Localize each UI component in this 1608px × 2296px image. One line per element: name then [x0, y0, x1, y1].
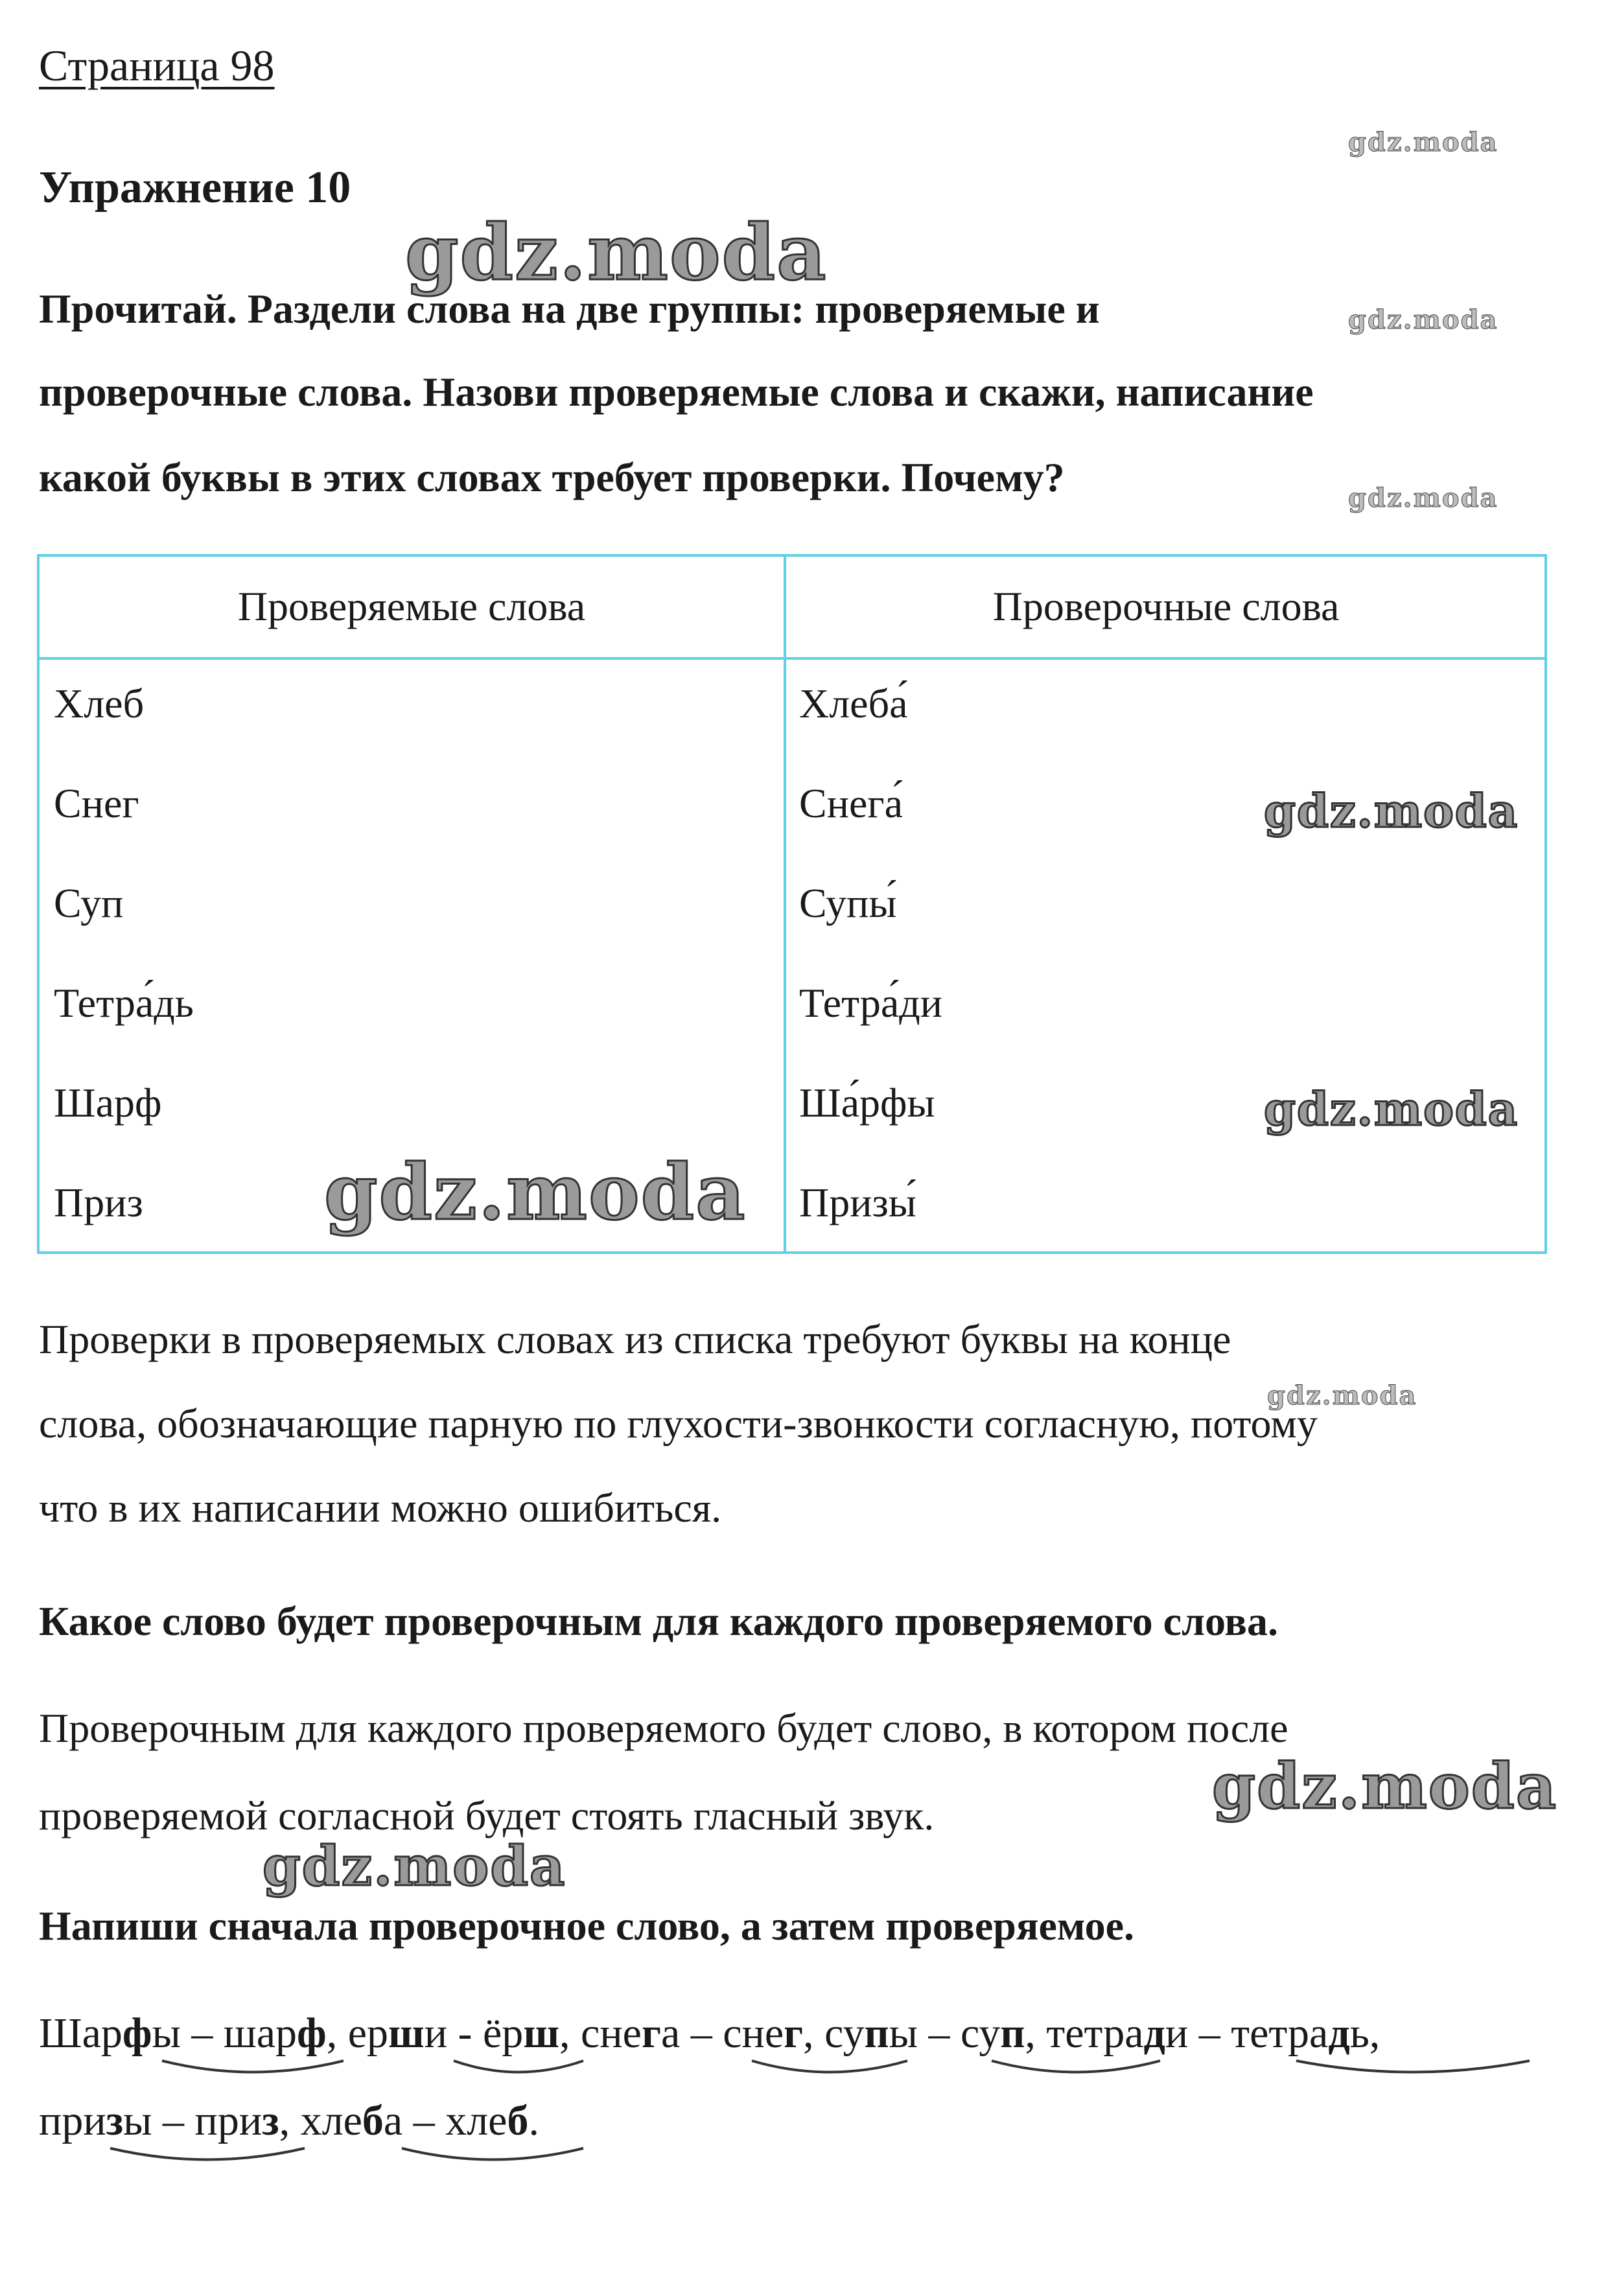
- answer-text: ь,: [1349, 2010, 1381, 2057]
- table-cell: Супы́: [799, 880, 897, 926]
- answer-text: ы – су: [889, 2010, 1001, 2057]
- table-cell: Суп: [54, 880, 124, 926]
- table-cell: Призы́: [799, 1179, 916, 1225]
- answer-text: , су: [803, 2010, 865, 2057]
- table-cell: Снега́: [799, 780, 903, 826]
- answer-text: ы – шар: [152, 2010, 297, 2057]
- underline-arc: [752, 2061, 907, 2072]
- watermark: gdz.moda: [1348, 483, 1498, 513]
- table-cell: Приз: [54, 1179, 143, 1225]
- answer-1-line-2: слова, обозначающие парную по глухости-звонкости согласную, потому: [39, 1400, 1318, 1446]
- answer-2-line-2: проверяемой согласной будет стоять гласный звук.: [39, 1792, 935, 1838]
- table-header-checking: Проверочные слова: [992, 583, 1340, 629]
- answer-text: , сне: [559, 2010, 642, 2057]
- highlighted-letter: ф: [297, 2010, 327, 2057]
- answer-1-line-1: Проверки в проверяемых словах из списка требуют буквы на конце: [39, 1316, 1231, 1362]
- task-line-1: Прочитай. Раздели слова на две группы: проверяемые и: [39, 286, 1100, 332]
- table-cell: Ша́рфы: [799, 1080, 935, 1126]
- highlighted-letter: д: [1328, 2010, 1350, 2057]
- question-2: Какое слово будет проверочным для каждого проверяемого слова.: [39, 1598, 1278, 1644]
- table-cell: Шарф: [54, 1080, 162, 1126]
- exercise-title: Упражнение 10: [39, 163, 351, 213]
- watermark: gdz.moda: [405, 207, 828, 297]
- watermark: gdz.moda: [1264, 784, 1519, 838]
- watermark: gdz.moda: [1264, 1082, 1519, 1136]
- watermark: gdz.moda: [1267, 1380, 1417, 1411]
- highlighted-letter: ф: [122, 2010, 152, 2057]
- watermark: gdz.moda: [1212, 1750, 1558, 1823]
- table-header-checked: Проверяемые слова: [237, 583, 586, 629]
- answer-text: и - ёр: [424, 2010, 524, 2057]
- answer-text: .: [528, 2097, 539, 2144]
- highlighted-letter: г: [784, 2010, 804, 2057]
- highlighted-letter: ш: [388, 2010, 425, 2057]
- answer-text: ы – при: [123, 2097, 262, 2144]
- highlighted-letter: з: [262, 2097, 279, 2144]
- page-title: Страница 98: [39, 41, 275, 90]
- answer-text: Шар: [39, 2010, 122, 2057]
- table-cell: Тетра́дь: [54, 980, 194, 1026]
- answer-text: и – тетра: [1165, 2010, 1329, 2057]
- underline-arc: [454, 2061, 583, 2072]
- task-line-3: какой буквы в этих словах требует проверки. Почему?: [39, 454, 1065, 500]
- question-3: Напиши сначала проверочное слово, а затем проверяемое.: [39, 1903, 1134, 1949]
- watermark: gdz.moda: [1348, 305, 1498, 335]
- answer-1-line-3: что в их написании можно ошибиться.: [39, 1485, 722, 1531]
- highlighted-letter: п: [1000, 2010, 1025, 2057]
- underline-arc: [1296, 2061, 1530, 2072]
- highlighted-letter: б: [507, 2097, 529, 2144]
- table-cell: Снег: [54, 780, 139, 826]
- underline-arc: [110, 2148, 305, 2160]
- underline-arc: [402, 2148, 583, 2160]
- answer-text: , тетра: [1025, 2010, 1144, 2057]
- highlighted-letter: д: [1143, 2010, 1165, 2057]
- answer-text: при: [39, 2097, 106, 2144]
- watermark: gdz.moda: [1348, 127, 1498, 157]
- highlighted-letter: ш: [523, 2010, 560, 2057]
- answer-text: а – сне: [660, 2010, 784, 2057]
- answer-text: а – хле: [383, 2097, 507, 2144]
- answer-text: , хле: [279, 2097, 362, 2144]
- table-cell: Тетра́ди: [799, 980, 943, 1026]
- watermark: gdz.moda: [324, 1147, 747, 1237]
- highlighted-letter: п: [864, 2010, 889, 2057]
- task-line-2: проверочные слова. Назови проверяемые слова и скажи, написание: [39, 369, 1314, 415]
- watermark: gdz.moda: [262, 1834, 566, 1898]
- answer-2-line-1: Проверочным для каждого проверяемого будет слово, в котором после: [39, 1705, 1288, 1751]
- highlighted-letter: б: [362, 2097, 384, 2144]
- underline-arc: [992, 2061, 1160, 2072]
- underline-arc: [162, 2061, 344, 2072]
- table-cell: Хлеба́: [799, 680, 908, 726]
- table-cell: Хлеб: [54, 680, 145, 726]
- highlighted-letter: з: [106, 2097, 124, 2144]
- highlighted-letter: г: [641, 2010, 661, 2057]
- answer-text: , ер: [326, 2010, 388, 2057]
